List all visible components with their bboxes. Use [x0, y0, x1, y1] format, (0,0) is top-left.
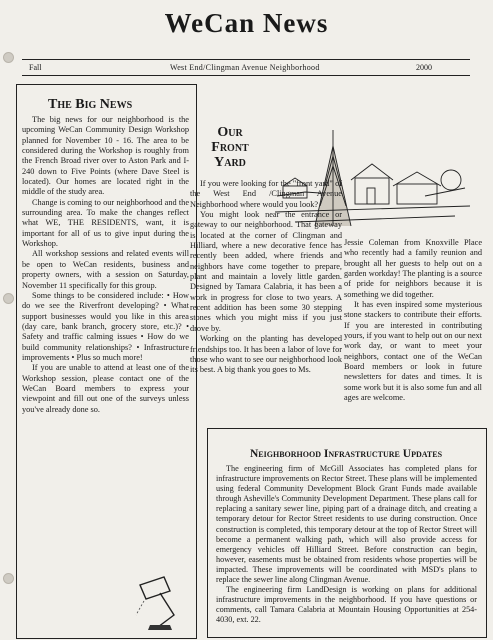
desk-lamp-illustration — [130, 575, 196, 635]
paragraph: The engineering firm of McGill Associates has completed plans for infrastructure improvements on Rector Street. These plans will be implemented using federal Community Development Block Grant Funds made available through Asheville's Community Development Department. These plans call for replacing a sanitary sewer line, piping part of a drainage ditch, and creating a temporary detour for Rector Street residents to use during construction. Once construction is completed, this temporary detour at the top of Rector Street will become a permanent walking path, which will also provide access for emergency vehicles off Hilliard Street. Before construction can begin, however, easements must be obtained from residents whose properties will be impacted. These improvements will be coordinated with MSD's plans to replace the sewer line along Clingman Avenue. — [216, 464, 477, 585]
front-yard-heading — [190, 125, 270, 170]
heading-line: Front — [211, 140, 249, 155]
paragraph: Some things to be considered include: • How do we see the Riverfront developing? • What support businesses would you like in this area (day care, bank branch, grocery store, etc.)? • Safety and traffic calming issues • How do we build community relationships? • Infrastructure improvements • Plus so much more! — [22, 290, 189, 362]
big-news-heading: The Big News — [48, 97, 133, 112]
masthead-rule-bottom — [22, 75, 470, 76]
binder-hole — [3, 52, 14, 63]
paragraph: Change is coming to our neighborhood and the surrounding area. To make the changes reflect what WE, THE RESIDENTS, want, it is important for all of us to give input during the Workshop. — [22, 197, 189, 249]
paragraph: Jessie Coleman from Knoxville Place who recently had a family reunion and brought all her guests to help out on a garden workday! The planting is a source of pride for neighbors because it is something we did together. — [344, 238, 482, 299]
paragraph: It has even inspired some mysterious stone stackers to contribute their efforts. If you are interested in contributing yours, if you want to help out on our next work day, or want to meet your neighbors, contact one of the WeCan Board members or look in future newsletters for dates and times. It is some work but it is also some fun and all ages are welcome. — [344, 300, 482, 403]
paragraph: You might look near the entrance or gateway to our neighborhood. That gateway is located at the corner of Clingman and Hilliard, where a new decorative fence has recently been added, where friends and neighbors have come together to prepare, plant and maintain a lovely little garden. Designed by Tamara Calabria, it has been a work in progress for close to two years. A recent addition has been some 30 stepping stones which you might miss if you just drove by. — [190, 210, 342, 333]
front-yard-column-2 — [344, 238, 482, 404]
heading-line: Our — [217, 125, 243, 140]
masthead-title: WeCan News — [164, 8, 329, 38]
big-news-body — [22, 115, 189, 615]
paragraph: All workshop sessions and related events will be open to WeCan residents, business and property owners, with a session on Saturday, November 11 specifically for this group. — [22, 249, 189, 290]
masthead-rule-top — [22, 59, 470, 60]
paragraph: The engineering firm LandDesign is working on plans for additional infrastructure improvements in the neighborhood. If you have questions or comments, call Tamara Calabria at Mountain Housing Opportunities at 254-4030, ext. 22. — [216, 585, 477, 625]
paragraph: The big news for our neighborhood is the upcoming WeCan Community Design Workshop planned for November 10 - 16. The area to be considered during the Workshop is roughly from the French Broad river over to Aston Park and I-240 down to Five Points (where Dave Steel is located). Our homes are located right in the middle of the study area. — [22, 115, 189, 197]
paragraph: Working on the planting has developed friendships too. It has been a labor of love for those who want to see our neighborhood look its best. A big thank you goes to Ms. — [190, 334, 342, 375]
infrastructure-heading: Neighborhood Infrastructure Updates — [250, 448, 443, 460]
infrastructure-body — [216, 464, 477, 626]
binder-hole — [3, 293, 14, 304]
front-yard-column-1 — [190, 179, 342, 376]
issue-season: Fall — [29, 63, 42, 72]
binder-hole — [3, 573, 14, 584]
masthead-subtitle: West End/Clingman Avenue Neighborhood — [170, 63, 320, 72]
paragraph: If you were looking for the "front yard" of the West End /Clingman Avenue Neighborhood where would you look? — [190, 179, 342, 209]
heading-line: Yard — [214, 155, 246, 170]
paragraph: If you are unable to attend at least one of the Workshop session, please contact one of the WeCan Board members to express your viewpoint and fill out one of the surveys unless you've already done so. — [22, 363, 189, 414]
issue-year: 2000 — [416, 63, 432, 72]
